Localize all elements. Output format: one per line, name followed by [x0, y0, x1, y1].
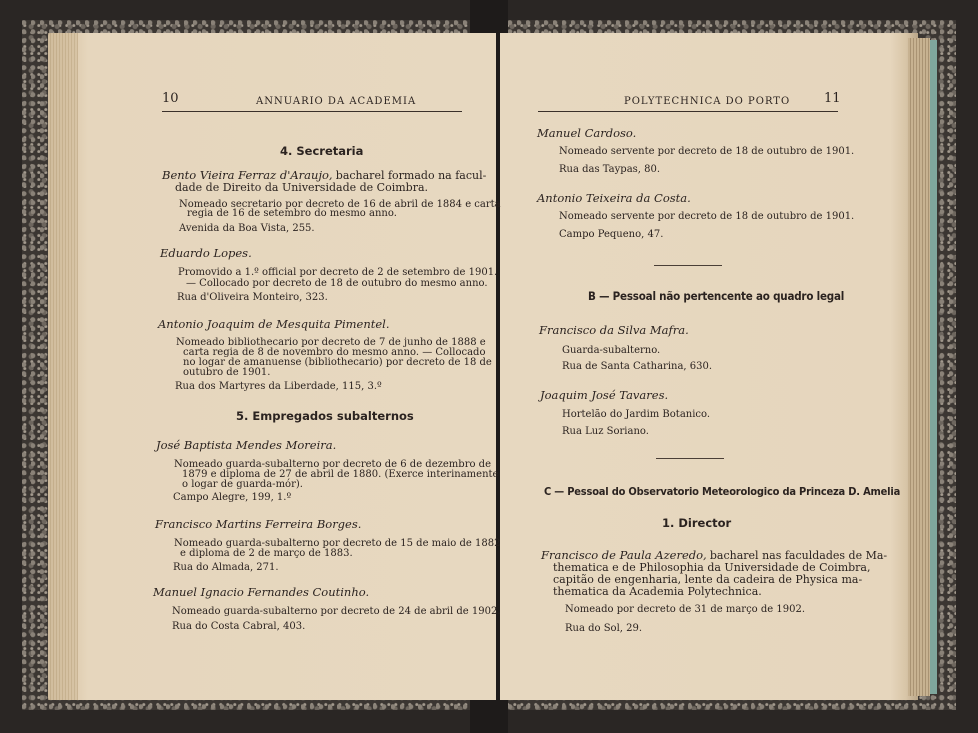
entry-antonio-costa-detail: Nomeado servente por decreto de 18 de outubro de 1901. — [559, 211, 855, 222]
entry-antonio-costa-address: Campo Pequeno, 47. — [559, 229, 664, 240]
entry-manuel-cardoso-name: Manuel Cardoso. — [537, 126, 637, 140]
entry-antonio-costa-name: Antonio Teixeira da Costa. — [537, 191, 691, 205]
entry-name: Bento Vieira Ferraz d'Araujo, — [162, 168, 333, 182]
entry-francisco-borges-address: Rua do Almada, 271. — [173, 562, 279, 573]
entry-antonio-detail4: outubro de 1901. — [183, 367, 271, 378]
entry-jose-detail3: o logar de guarda-mór). — [182, 479, 303, 490]
entry-francisco-mafra-name: Francisco da Silva Mafra. — [539, 323, 689, 337]
section-heading-subalternos: 5. Empregados subalternos — [236, 409, 414, 423]
entry-jose-detail2: 1879 e diploma de 27 de abril de 1880. (Exerce interinamente — [182, 469, 499, 480]
entry-eduardo-name: Eduardo Lopes. — [160, 246, 252, 260]
entry-bento-line2: dade de Direito da Universidade de Coimbra. — [175, 181, 429, 194]
entry-joaquim-name: Joaquim José Tavares. — [540, 388, 669, 402]
entry-bento-detail1: Nomeado secretario por decreto de 16 de abril de 1884 e carta — [179, 199, 501, 210]
entry-jose-address: Campo Alegre, 199, 1.º — [173, 492, 292, 503]
entry-antonio-detail1: Nomeado bibliothecario por decreto de 7 de junho de 1888 e — [176, 337, 486, 348]
entry-manuel-cardoso-detail: Nomeado servente por decreto de 18 de outubro de 1901. — [559, 146, 855, 157]
entry-text: bacharel nas faculdades de Ma- — [709, 549, 888, 562]
entry-antonio-detail2: carta regia de 8 de novembro do mesmo anno. — Collocado — [183, 347, 486, 358]
entry-eduardo-address: Rua d'Oliveira Monteiro, 323. — [177, 292, 328, 303]
subsection-heading-director: 1. Director — [662, 516, 732, 530]
section-heading-secretaria: 4. Secretaria — [280, 144, 364, 158]
entry-francisco-azeredo-line3: capitão de engenharia, lente da cadeira de Physica ma- — [553, 573, 863, 586]
entry-manuel-coutinho-detail1: Nomeado guarda-subalterno por decreto de 24 de abril de 1902. — [172, 606, 501, 617]
running-header-right: POLYTECHNICA DO PORTO — [624, 96, 791, 107]
entry-francisco-borges-detail2: e diploma de 2 de março de 1883. — [180, 548, 353, 559]
entry-francisco-borges-detail1: Nomeado guarda-subalterno por decreto de 15 de maio de 1882 — [174, 538, 501, 549]
entry-francisco-azeredo-detail: Nomeado por decreto de 31 de março de 1902. — [565, 604, 805, 615]
entry-bento-detail2: regia de 16 de setembro do mesmo anno. — [187, 208, 397, 219]
section-heading-c: C — Pessoal do Observatorio Meteorologico da Princeza D. Amelia — [544, 485, 901, 498]
page-number-left: 10 — [162, 91, 179, 106]
entry-francisco-mafra-detail: Guarda-subalterno. — [562, 345, 661, 356]
entry-francisco-azeredo-line2: thematica e de Philosophia da Universidade de Coimbra, — [553, 561, 871, 574]
entry-francisco-borges-name: Francisco Martins Ferreira Borges. — [155, 517, 362, 531]
entry-jose-name: José Baptista Mendes Moreira. — [156, 438, 337, 452]
page-number-right: 11 — [824, 91, 841, 106]
left-page-edges — [48, 33, 78, 700]
entry-francisco-azeredo-address: Rua do Sol, 29. — [565, 623, 643, 634]
section-divider-2 — [656, 458, 724, 459]
running-header-left: ANNUARIO DA ACADEMIA — [256, 96, 417, 107]
entry-joaquim-address: Rua Luz Soriano. — [562, 426, 649, 437]
entry-jose-detail1: Nomeado guarda-subalterno por decreto de 6 de dezembro de — [174, 459, 491, 470]
right-page-edges — [908, 38, 930, 696]
cover-edge — [930, 40, 937, 694]
entry-francisco-azeredo-line4: thematica da Academia Polytechnica. — [553, 585, 762, 598]
entry-text: bacharel formado na facul- — [335, 169, 487, 182]
entry-eduardo-detail2: — Collocado por decreto de 18 de outubro do mesmo anno. — [186, 278, 488, 289]
entry-eduardo-detail1: Promovido a 1.º official por decreto de 2 de setembro de 1901. — [178, 267, 498, 278]
entry-antonio-detail3: no logar de amanuense (bibliothecario) por decreto de 18 de — [183, 357, 492, 368]
entry-joaquim-detail: Hortelão do Jardim Botanico. — [562, 409, 711, 420]
entry-name: Francisco de Paula Azeredo, — [541, 548, 707, 562]
entry-antonio-name: Antonio Joaquim de Mesquita Pimentel. — [158, 317, 390, 331]
header-rule-left — [162, 111, 462, 112]
entry-francisco-mafra-address: Rua de Santa Catharina, 630. — [562, 361, 713, 372]
entry-manuel-cardoso-address: Rua das Taypas, 80. — [559, 164, 661, 175]
entry-manuel-coutinho-address: Rua do Costa Cabral, 403. — [172, 621, 306, 632]
header-rule-right — [538, 111, 838, 112]
section-heading-b: B — Pessoal não pertencente ao quadro legal — [588, 289, 845, 303]
entry-manuel-coutinho-name: Manuel Ignacio Fernandes Coutinho. — [153, 585, 370, 599]
entry-antonio-address: Rua dos Martyres da Liberdade, 115, 3.º — [175, 381, 382, 392]
entry-bento-address: Avenida da Boa Vista, 255. — [179, 223, 315, 234]
section-divider-1 — [654, 265, 722, 266]
